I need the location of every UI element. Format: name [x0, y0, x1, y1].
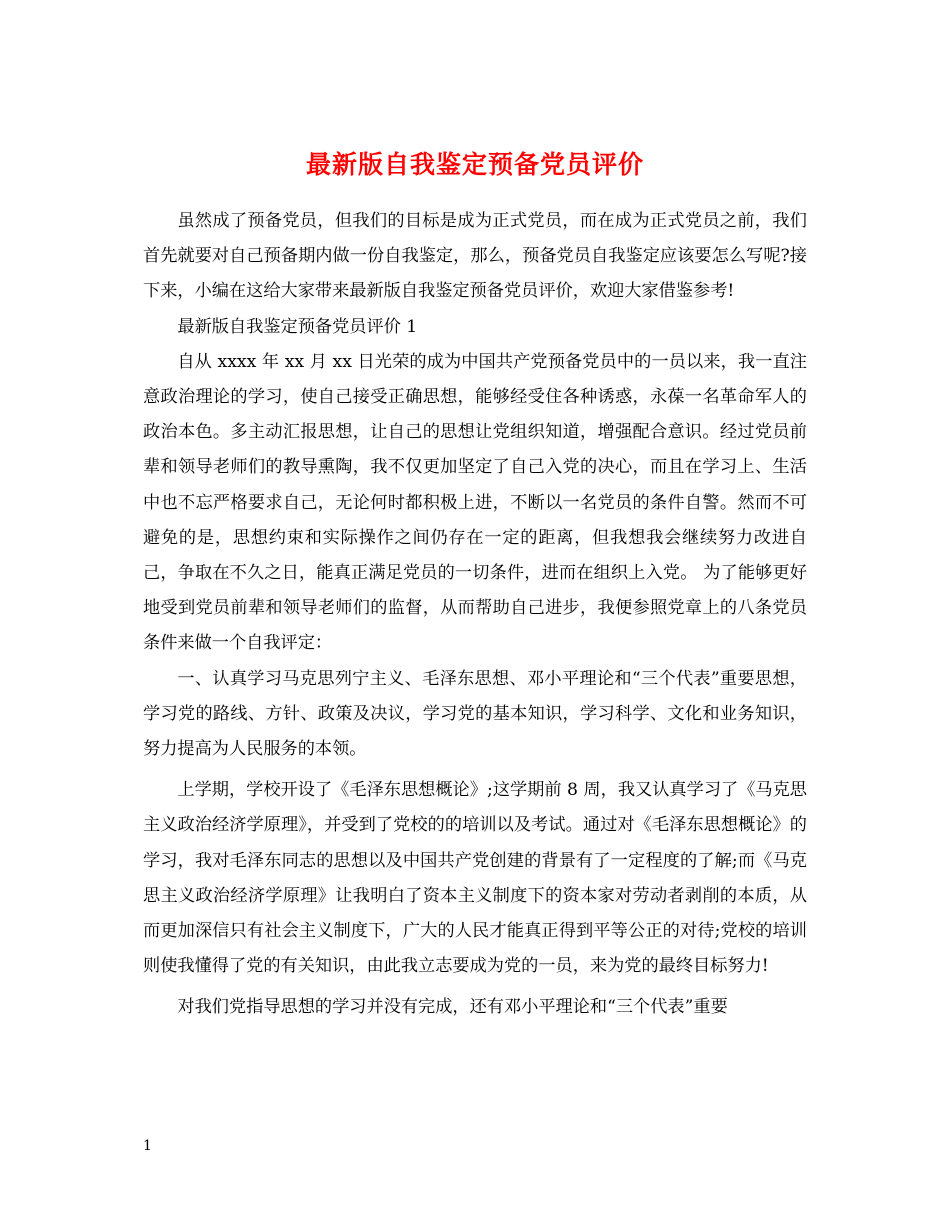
- document-body: [143, 204, 807, 1026]
- paragraph-intro: 虽然成了预备党员，但我们的目标是成为正式党员，而在成为正式党员之前，我们首先就要对自己预备期内做一份自我鉴定，那么，预备党员自我鉴定应该要怎么写呢?接下来，小编在这给大家带来最新版自我鉴定预备党员评价，欢迎大家借鉴参考!: [143, 211, 807, 302]
- paragraph-body-2: 一、认真学习马克思列宁主义、毛泽东思想、邓小平理论和“三个代表”重要思想，学习党的路线、方针、政策及决议，学习党的基本知识，学习科学、文化和业务知识，努力提高为人民服务的本领。: [143, 668, 807, 760]
- paragraph-body-1: 自从 xxxx 年 xx 月 xx 日光荣的成为中国共产党预备党员中的一员以来，我一直注意政治理论的学习，使自己接受正确思想，能够经受住各种诱惑，永葆一名革命军人的政治本色。多主动汇报思想，让自己的思想让党组织知道，增强配合意识。经过党员前辈和领导老师们的教导熏陶，我不仅更加坚定了自己入党的决心，而且在学习上、生活中也不忘严格要求自己，无论何时都积极上进，不断以一名党员的条件自警。然而不可避免的是，思想约束和实际操作之间仍存在一定的距离，但我想我会继续努力改进自己，争取在不久之日，能真正满足党员的一切条件，进而在组织上入党。 为了能够更好地受到党员前辈和领导老师们的监督，从而帮助自己进步，我便参照党章上的八条党员条件来做一个自我评定：: [143, 351, 807, 654]
- paragraph-subheading: 最新版自我鉴定预备党员评价 1: [177, 316, 418, 337]
- paragraph-body-4: 对我们党指导思想的学习并没有完成，还有邓小平理论和“三个代表”重要: [177, 997, 728, 1018]
- paragraph-body-3: 上学期，学校开设了《毛泽东思想概论》;这学期前 8 周，我又认真学习了《马克思主义政治经济学原理》，并受到了党校的的培训以及考试。通过对《毛泽东思想概论》的学习，我对毛泽东同志的思想以及中国共产党创建的背景有了一定程度的了解;而《马克思主义政治经济学原理》让我明白了资本主义制度下的资本家对劳动者剥削的本质，从而更加深信只有社会主义制度下，广大的人民才能真正得到平等公正的对待;党校的培训则使我懂得了党的有关知识，由此我立志要成为党的一员，来为党的最终目标努力!: [143, 780, 807, 977]
- document-title: 最新版自我鉴定预备党员评价: [305, 149, 644, 179]
- page-number: 1: [143, 1138, 152, 1154]
